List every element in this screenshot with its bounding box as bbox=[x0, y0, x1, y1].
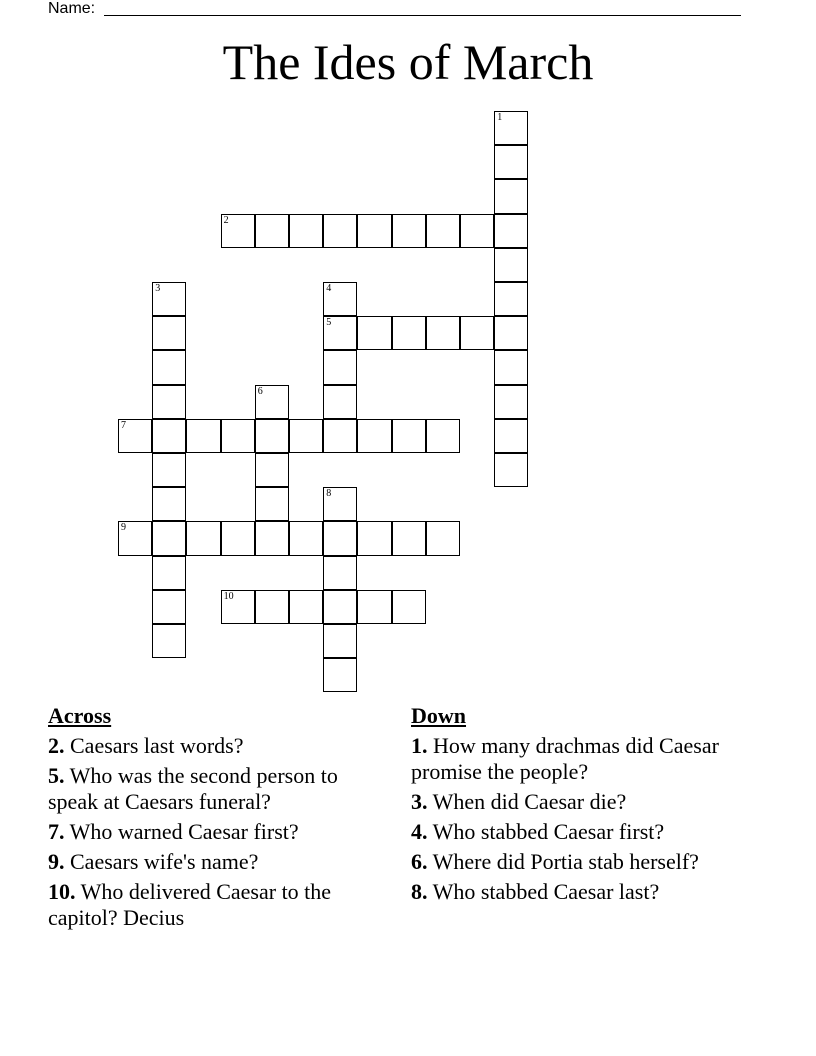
clue-down-8 bbox=[411, 879, 731, 905]
clue-across-7 bbox=[48, 819, 388, 845]
grid-cell[interactable] bbox=[392, 214, 426, 248]
clue-text: Caesars last words? bbox=[70, 733, 244, 758]
grid-cell[interactable] bbox=[357, 590, 391, 624]
grid-cell[interactable] bbox=[494, 350, 528, 384]
grid-cell[interactable] bbox=[118, 419, 152, 453]
clue-number: 2. bbox=[48, 733, 65, 758]
clue-number: 7. bbox=[48, 819, 65, 844]
clue-text: Caesars wife's name? bbox=[70, 849, 259, 874]
grid-cell[interactable] bbox=[186, 521, 220, 555]
grid-cell[interactable] bbox=[221, 419, 255, 453]
grid-cell[interactable] bbox=[255, 487, 289, 521]
grid-cell[interactable] bbox=[255, 385, 289, 419]
cell-number: 6 bbox=[257, 385, 263, 397]
clue-across-9 bbox=[48, 849, 388, 875]
grid-cell[interactable] bbox=[494, 248, 528, 282]
grid-cell[interactable] bbox=[323, 624, 357, 658]
grid-cell[interactable] bbox=[289, 521, 323, 555]
grid-cell[interactable] bbox=[152, 624, 186, 658]
grid-cell[interactable] bbox=[255, 590, 289, 624]
grid-cell[interactable] bbox=[323, 214, 357, 248]
grid-cell[interactable] bbox=[426, 521, 460, 555]
grid-cell[interactable] bbox=[323, 590, 357, 624]
clue-text: How many drachmas did Caesar promise the people? bbox=[411, 733, 719, 784]
grid-cell[interactable] bbox=[357, 316, 391, 350]
clue-number: 1. bbox=[411, 733, 428, 758]
grid-cell[interactable] bbox=[494, 453, 528, 487]
grid-cell[interactable] bbox=[323, 316, 357, 350]
grid-cell[interactable] bbox=[426, 419, 460, 453]
grid-cell[interactable] bbox=[152, 282, 186, 316]
cell-number: 7 bbox=[121, 419, 126, 431]
grid-cell[interactable] bbox=[289, 419, 323, 453]
grid-cell[interactable] bbox=[118, 521, 152, 555]
grid-cell[interactable] bbox=[323, 521, 357, 555]
cell-number: 3 bbox=[155, 283, 161, 294]
down-clues bbox=[411, 703, 731, 909]
grid-cell[interactable] bbox=[323, 658, 357, 692]
grid-cell[interactable] bbox=[152, 316, 186, 350]
cell-number: 9 bbox=[121, 522, 126, 534]
clue-down-4 bbox=[411, 819, 731, 845]
clue-across-2 bbox=[48, 733, 388, 759]
grid-cell[interactable] bbox=[392, 521, 426, 555]
grid-cell[interactable] bbox=[323, 350, 357, 384]
grid-cell[interactable] bbox=[426, 316, 460, 350]
grid-cell[interactable] bbox=[494, 385, 528, 419]
across-clues bbox=[48, 703, 388, 935]
grid-cell[interactable] bbox=[152, 521, 186, 555]
grid-cell[interactable] bbox=[494, 111, 528, 145]
grid-cell[interactable] bbox=[494, 214, 528, 248]
clue-number: 9. bbox=[48, 849, 65, 874]
clue-text: Who was the second person to speak at Caesars funeral? bbox=[48, 763, 338, 814]
clue-number: 10. bbox=[48, 879, 76, 904]
clue-number: 6. bbox=[411, 849, 428, 874]
grid-cell[interactable] bbox=[255, 214, 289, 248]
grid-cell[interactable] bbox=[426, 214, 460, 248]
grid-cell[interactable] bbox=[357, 214, 391, 248]
grid-cell[interactable] bbox=[152, 453, 186, 487]
grid-cell[interactable] bbox=[221, 590, 255, 624]
clue-down-6 bbox=[411, 849, 731, 875]
grid-cell[interactable] bbox=[255, 453, 289, 487]
clue-number: 5. bbox=[48, 763, 65, 788]
clue-text: Who stabbed Caesar first? bbox=[432, 819, 665, 844]
name-label: Name: bbox=[48, 0, 96, 17]
clue-number: 4. bbox=[411, 819, 428, 844]
clue-across-5 bbox=[48, 763, 388, 815]
grid-cell[interactable] bbox=[323, 487, 357, 521]
grid-cell[interactable] bbox=[494, 282, 528, 316]
clue-number: 3. bbox=[411, 789, 428, 814]
cell-number: 2 bbox=[223, 214, 229, 226]
grid-cell[interactable] bbox=[152, 487, 186, 521]
grid-cell[interactable] bbox=[460, 214, 494, 248]
grid-cell[interactable] bbox=[323, 419, 357, 453]
grid-cell[interactable] bbox=[392, 316, 426, 350]
grid-cell[interactable] bbox=[494, 419, 528, 453]
name-line bbox=[104, 15, 741, 16]
grid-cell[interactable] bbox=[289, 590, 323, 624]
clue-text: Where did Portia stab herself? bbox=[432, 849, 699, 874]
grid-cell[interactable] bbox=[494, 145, 528, 179]
grid-cell[interactable] bbox=[392, 419, 426, 453]
grid-cell[interactable] bbox=[221, 214, 255, 248]
clue-text: When did Caesar die? bbox=[432, 789, 627, 814]
cell-number: 5 bbox=[326, 317, 332, 329]
clue-across-10 bbox=[48, 879, 388, 931]
grid-cell[interactable] bbox=[494, 179, 528, 213]
grid-cell[interactable] bbox=[255, 521, 289, 555]
grid-cell[interactable] bbox=[357, 521, 391, 555]
clue-number: 8. bbox=[411, 879, 428, 904]
grid-cell[interactable] bbox=[289, 214, 323, 248]
clue-down-1 bbox=[411, 733, 731, 785]
grid-cell[interactable] bbox=[460, 316, 494, 350]
grid-cell[interactable] bbox=[152, 590, 186, 624]
clue-text: Who warned Caesar first? bbox=[69, 819, 299, 844]
grid-cell[interactable] bbox=[392, 590, 426, 624]
cell-number: 8 bbox=[326, 488, 332, 500]
cell-number: 10 bbox=[223, 590, 234, 602]
grid-cell[interactable] bbox=[323, 556, 357, 590]
cell-number: 1 bbox=[497, 112, 503, 123]
grid-cell[interactable] bbox=[152, 556, 186, 590]
grid-cell[interactable] bbox=[323, 385, 357, 419]
across-heading: Across bbox=[48, 703, 112, 728]
cell-number: 4 bbox=[326, 283, 332, 294]
clue-text: Who stabbed Caesar last? bbox=[432, 879, 660, 904]
page-title: The Ides of March bbox=[222, 34, 594, 90]
grid-cell[interactable] bbox=[152, 419, 186, 453]
grid-cell[interactable] bbox=[152, 350, 186, 384]
grid-cell[interactable] bbox=[494, 316, 528, 350]
grid-cell[interactable] bbox=[186, 419, 220, 453]
grid-cell[interactable] bbox=[255, 419, 289, 453]
down-heading: Down bbox=[411, 703, 467, 728]
grid-cell[interactable] bbox=[152, 385, 186, 419]
grid-cell[interactable] bbox=[357, 419, 391, 453]
clue-text: Who delivered Caesar to the capitol? Decius bbox=[48, 879, 332, 930]
grid-cell[interactable] bbox=[221, 521, 255, 555]
grid-cell[interactable] bbox=[323, 282, 357, 316]
clue-down-3 bbox=[411, 789, 731, 815]
